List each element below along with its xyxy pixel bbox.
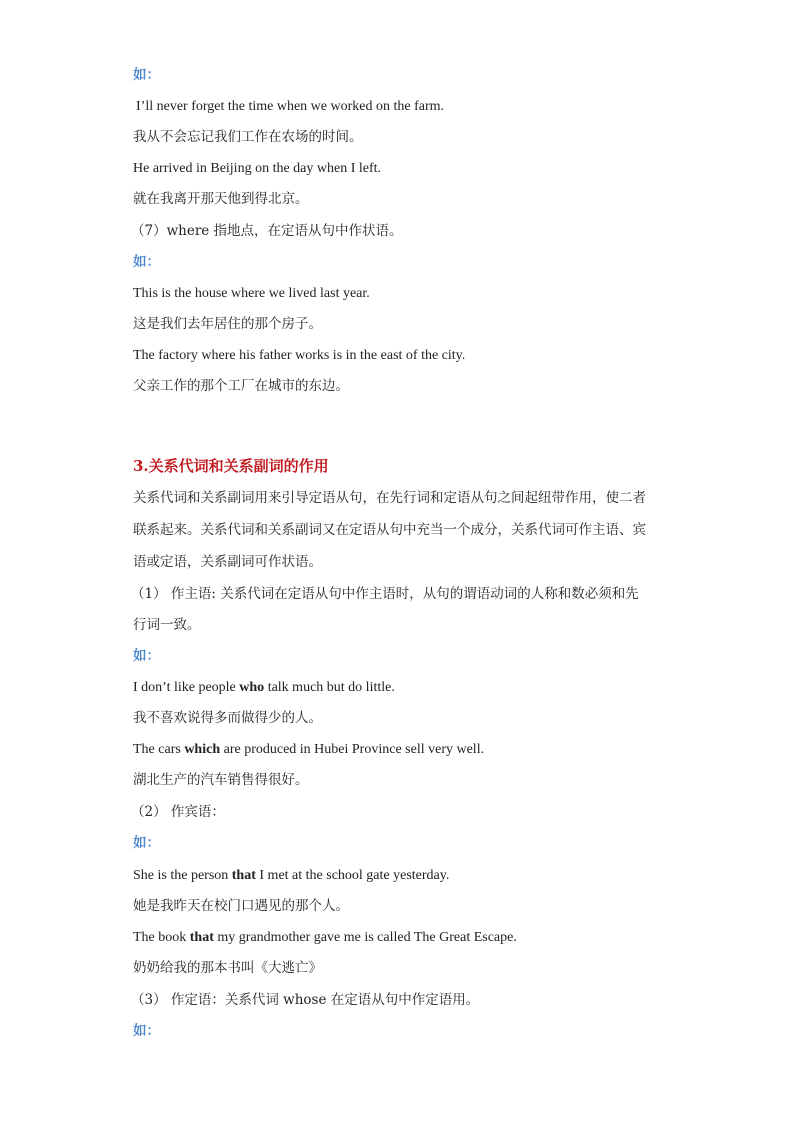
example-translation-zh: 她是我昨天在校门口遇见的那个人。 [133,898,349,914]
example-translation-zh: 奶奶给我的那本书叫《大逃亡》 [133,960,322,976]
sentence-part: I don’t like people [133,680,240,695]
sentence-part: She is the person [133,868,232,883]
rule-item-7: （7）where 指地点，在定语从句中作状语。 [131,223,403,239]
example-sentence-en [133,869,449,883]
example-sentence-en [133,743,484,757]
example-translation-zh: 湖北生产的汽车销售得很好。 [133,772,309,788]
rule-item-1: （1） 作主语: 关系代词在定语从句中作主语时，从句的谓语动词的人称和数必须和先 [131,586,639,602]
example-label: 如： [133,67,160,83]
example-sentence-en: He arrived in Beijing on the day when I left. [133,161,382,176]
example-sentence-en: This is the house where we lived last year. [133,286,370,301]
rule-item-2: （2） 作宾语： [131,804,225,820]
example-label: 如： [133,835,160,851]
example-translation-zh: 这是我们去年居住的那个房子。 [133,316,322,332]
sentence-part: my grandmother gave me is called The Great Escape. [213,930,517,945]
section-heading: 3.关系代词和关系副词的作用 [133,457,329,475]
relative-pronoun-highlight: which [184,742,221,757]
body-paragraph-line: 关系代词和关系副词用来引导定语从句，在先行词和定语从句之间起纽带作用，使二者 [133,490,646,506]
example-sentence-en: The factory where his father works is in the east of the city. [133,348,466,363]
rule-item-1-continued: 行词一致。 [133,617,201,633]
example-translation-zh: 我从不会忘记我们工作在农场的时间。 [133,129,363,145]
example-translation-zh: 我不喜欢说得多而做得少的人。 [133,710,322,726]
example-translation-zh: 就在我离开那天他到得北京。 [133,191,309,207]
example-sentence-en [133,931,517,945]
example-label: 如： [133,648,160,664]
relative-pronoun-highlight: that [189,930,214,945]
relative-pronoun-highlight: that [231,868,256,883]
example-sentence-en [133,681,395,695]
rule-item-3: （3） 作定语：关系代词 whose 在定语从句中作定语用。 [131,992,480,1008]
relative-pronoun-highlight: who [239,680,265,695]
body-paragraph-line: 语或定语，关系副词可作状语。 [133,554,322,570]
sentence-part: are produced in Hubei Province sell very well. [220,742,485,757]
example-translation-zh: 父亲工作的那个工厂在城市的东边。 [133,378,349,394]
example-sentence-en: I’ll never forget the time when we worked on the farm. [136,99,445,114]
sentence-part: The book [133,930,190,945]
sentence-part: The cars [133,742,185,757]
example-label: 如： [133,254,160,270]
sentence-part: I met at the school gate yesterday. [255,868,450,883]
example-label: 如： [133,1023,160,1039]
sentence-part: talk much but do little. [264,680,395,695]
body-paragraph-line: 联系起来。关系代词和关系副词又在定语从句中充当一个成分，关系代词可作主语、宾 [133,522,646,538]
